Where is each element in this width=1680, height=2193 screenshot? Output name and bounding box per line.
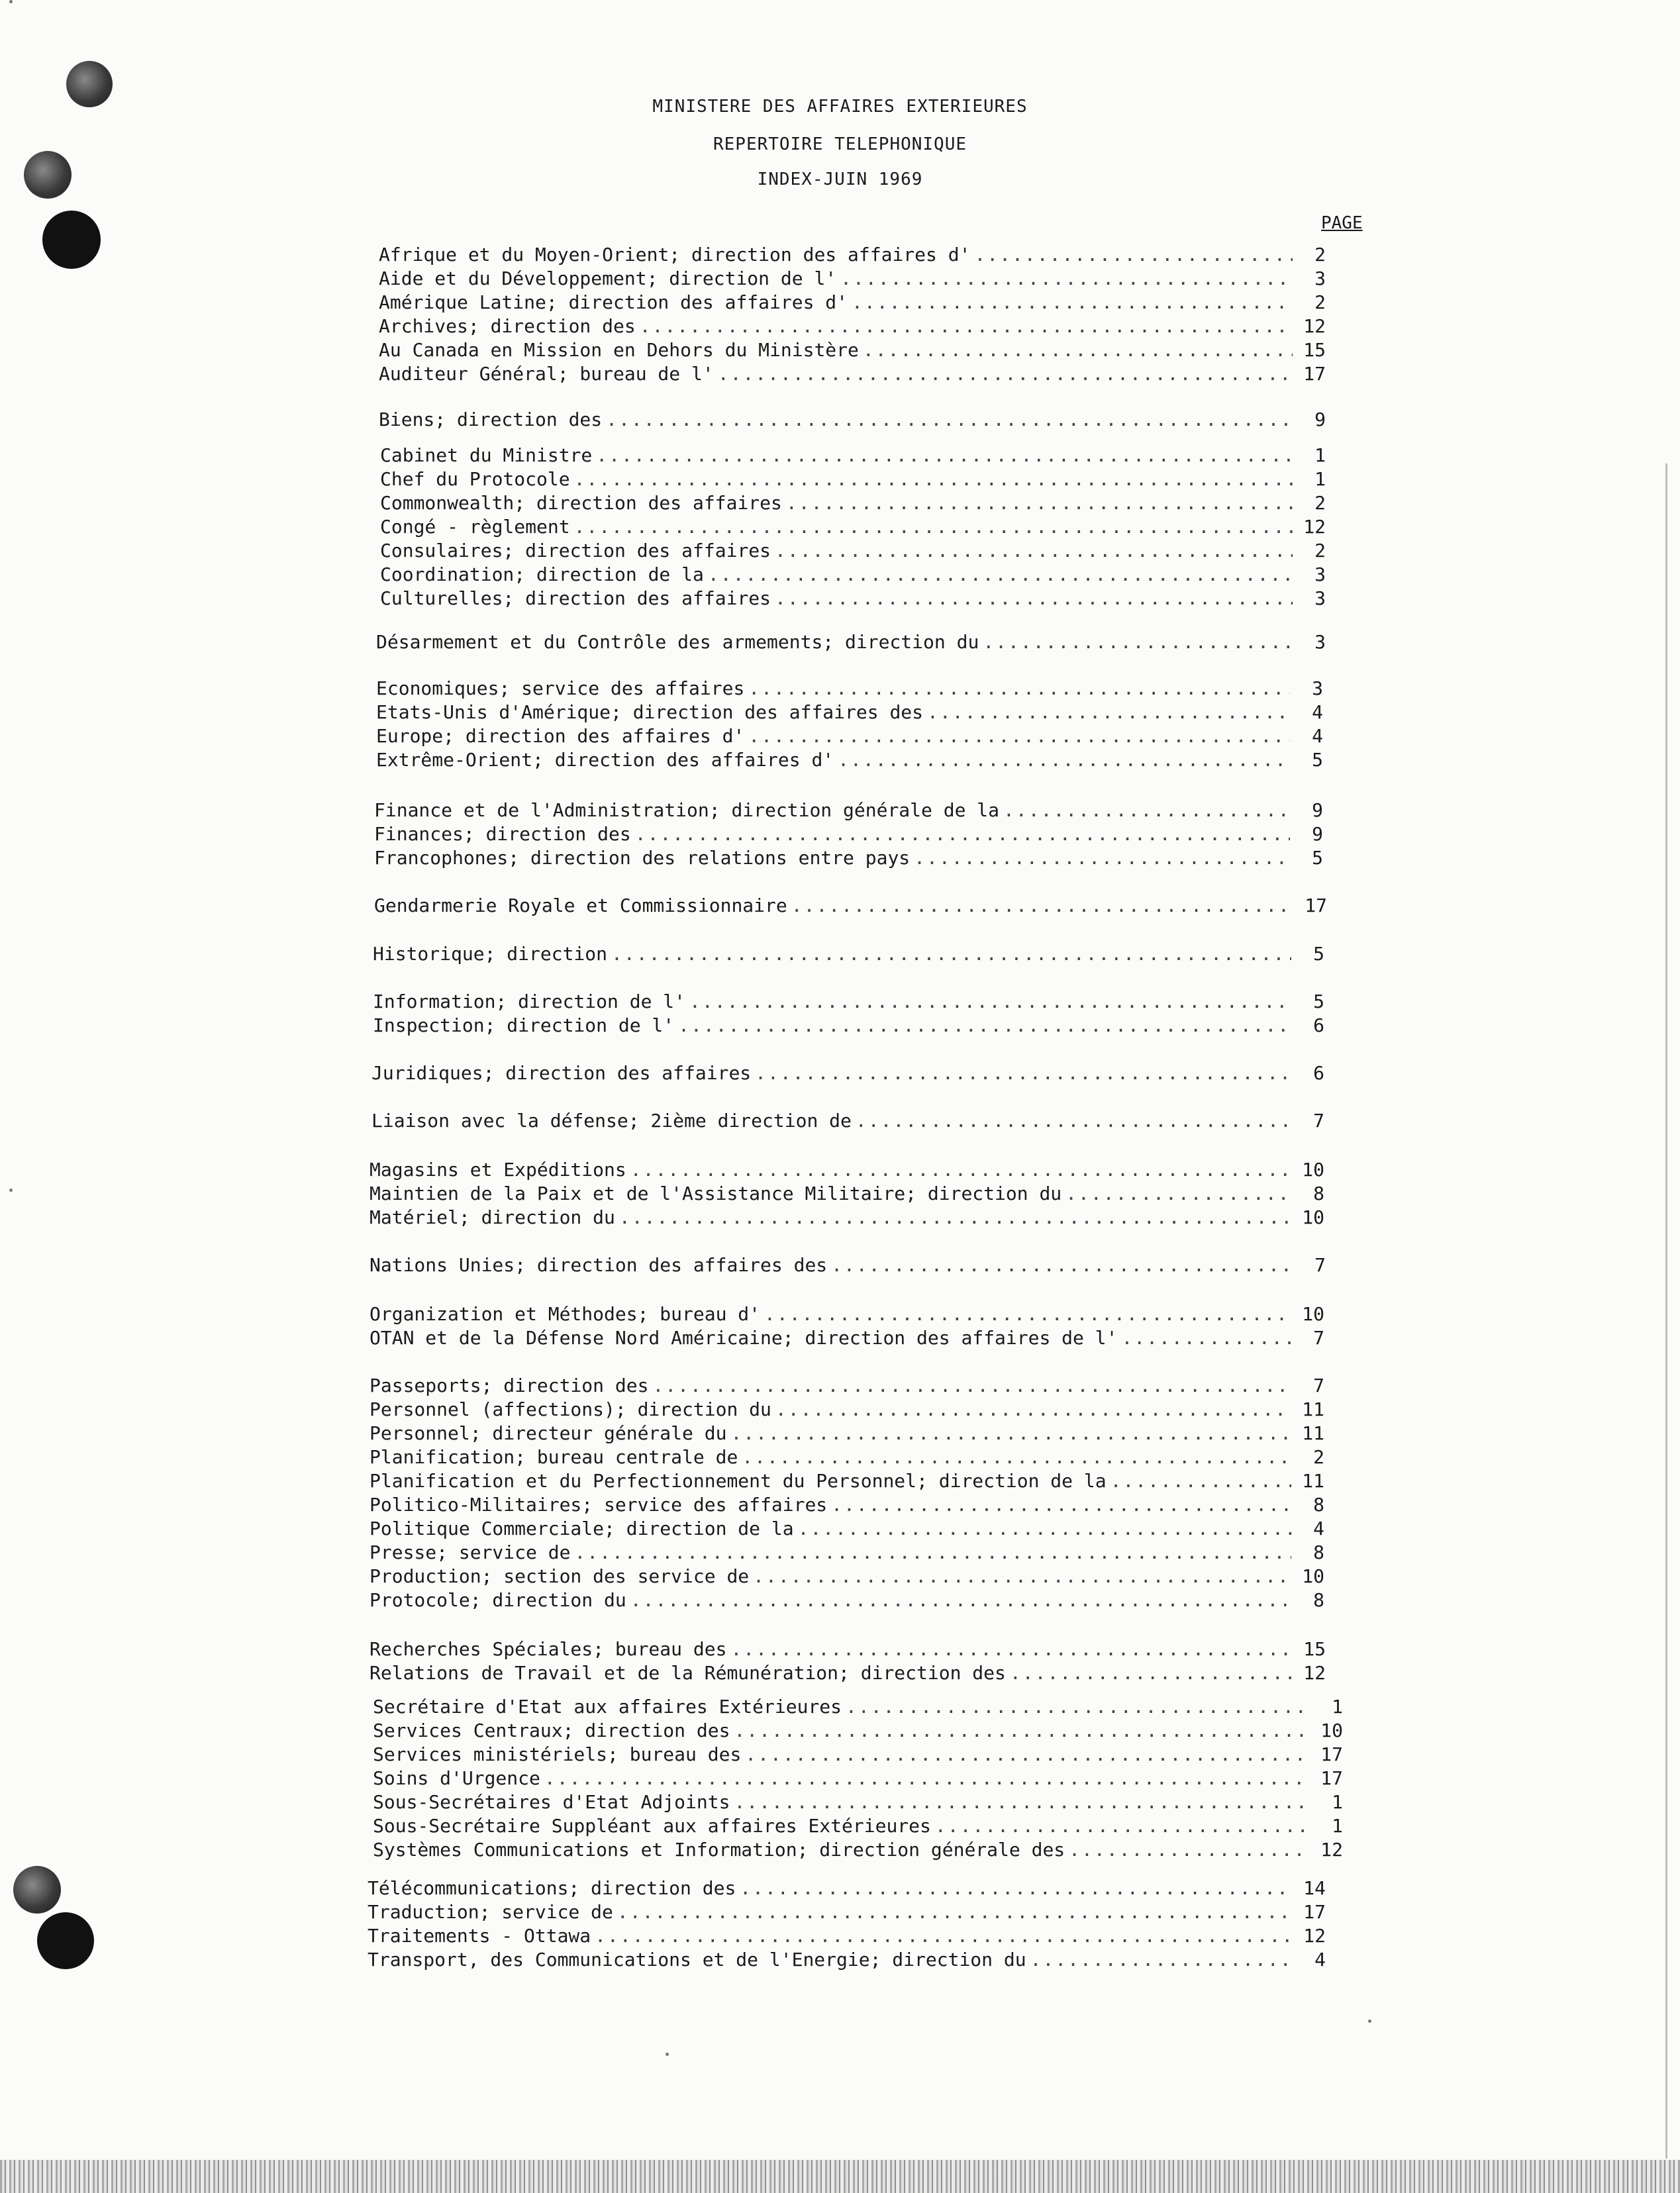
index-entry xyxy=(373,1767,1343,1790)
entry-page: 1 xyxy=(1332,1696,1343,1718)
entry-page: 9 xyxy=(1312,799,1323,821)
index-entry xyxy=(368,1924,1326,1948)
ministry-title: MINISTERE DES AFFAIRES EXTERIEURES xyxy=(652,97,1028,117)
entry-label: Organization et Méthodes; bureau d' xyxy=(370,1303,761,1325)
dot-leader xyxy=(914,846,1290,870)
dot-leader xyxy=(983,630,1293,654)
index-entry xyxy=(370,1565,1324,1588)
index-entry xyxy=(379,338,1326,362)
dot-leader xyxy=(831,1253,1293,1277)
dot-leader xyxy=(974,243,1293,267)
index-entry xyxy=(370,1302,1324,1326)
index-entry xyxy=(379,291,1326,315)
entry-page: 12 xyxy=(1303,1662,1326,1684)
entry-label: Amérique Latine; direction des affaires d' xyxy=(379,291,848,313)
index-entry xyxy=(370,1374,1324,1398)
index-entry xyxy=(373,1695,1343,1719)
dot-leader xyxy=(734,1719,1310,1743)
index-entry xyxy=(379,243,1326,267)
dot-leader xyxy=(831,1493,1291,1517)
entry-page: 2 xyxy=(1313,1446,1324,1468)
index-entry xyxy=(368,1876,1326,1900)
dot-leader xyxy=(596,444,1293,467)
index-entry xyxy=(380,444,1326,467)
entry-page: 8 xyxy=(1313,1494,1324,1516)
entry-page: 2 xyxy=(1314,244,1326,266)
index-entry xyxy=(376,724,1323,748)
dot-leader xyxy=(678,1014,1291,1038)
index-entry xyxy=(380,491,1326,515)
index-entry xyxy=(376,748,1323,772)
entry-page: 5 xyxy=(1313,991,1324,1012)
index-entry xyxy=(379,408,1326,432)
entry-label: Sous-Secrétaires d'Etat Adjoints xyxy=(373,1791,730,1813)
dot-leader xyxy=(935,1814,1310,1838)
entry-page: 4 xyxy=(1314,1949,1326,1971)
dot-leader xyxy=(574,515,1293,539)
entry-page: 7 xyxy=(1314,1254,1326,1276)
index-entry xyxy=(374,894,1327,918)
dot-leader xyxy=(748,724,1290,748)
index-entry xyxy=(370,1445,1324,1469)
entry-label: Relations de Travail et de la Rémunération; direction des xyxy=(370,1662,1006,1684)
entry-page: 1 xyxy=(1332,1815,1343,1837)
entry-page: 6 xyxy=(1313,1014,1324,1036)
entry-label: Gendarmerie Royale et Commissionnaire xyxy=(374,895,787,916)
index-entry xyxy=(373,1838,1343,1862)
index-entry xyxy=(373,1719,1343,1743)
entry-page: 4 xyxy=(1312,701,1323,723)
entry-label: Extrême-Orient; direction des affaires d' xyxy=(376,749,834,771)
dot-leader xyxy=(1111,1469,1291,1493)
entry-label: Economiques; service des affaires xyxy=(376,677,745,699)
dot-leader xyxy=(755,1061,1291,1085)
entry-label: Traitements - Ottawa xyxy=(368,1925,591,1947)
entry-label: Personnel (affections); direction du xyxy=(370,1398,771,1420)
entry-page: 12 xyxy=(1320,1839,1343,1861)
entry-label: Chef du Protocole xyxy=(380,468,570,490)
entry-label: Commonwealth; direction des affaires xyxy=(380,492,782,514)
index-entry xyxy=(370,1182,1324,1206)
dot-leader xyxy=(652,1374,1291,1398)
entry-label: Services ministériels; bureau des xyxy=(373,1743,742,1765)
entry-label: Liaison avec la défense; 2ième direction de xyxy=(371,1110,852,1132)
entry-page: 3 xyxy=(1314,268,1326,289)
index-entry xyxy=(380,563,1326,587)
index-entry xyxy=(370,1637,1326,1661)
entry-label: Personnel; directeur générale du xyxy=(370,1422,727,1444)
index-entry xyxy=(370,1422,1324,1445)
index-entry xyxy=(380,587,1326,610)
entry-label: Télécommunications; direction des xyxy=(368,1877,736,1899)
dot-leader xyxy=(1065,1182,1291,1206)
entry-label: Politique Commerciale; direction de la xyxy=(370,1518,794,1539)
dot-leader xyxy=(1030,1948,1293,1972)
entry-label: Soins d'Urgence xyxy=(373,1767,540,1789)
entry-page: 3 xyxy=(1314,587,1326,609)
entry-label: Au Canada en Mission en Dehors du Ministère xyxy=(379,339,859,361)
entry-label: Nations Unies; direction des affaires des xyxy=(370,1254,828,1276)
entry-label: Passeports; direction des xyxy=(370,1375,649,1396)
index-entry xyxy=(376,677,1323,701)
index-entry xyxy=(380,539,1326,563)
entry-label: Juridiques; direction des affaires xyxy=(371,1062,752,1084)
scan-bottom-band xyxy=(0,2160,1680,2193)
index-entry xyxy=(370,1398,1324,1422)
index-entry xyxy=(380,467,1326,491)
entry-page: 8 xyxy=(1313,1589,1324,1611)
index-entry xyxy=(371,1109,1324,1133)
dot-leader xyxy=(798,1517,1291,1541)
entry-label: Inspection; direction de l' xyxy=(373,1014,675,1036)
index-entry xyxy=(373,990,1324,1014)
entry-label: OTAN et de la Défense Nord Américaine; direction des affaires de l' xyxy=(370,1327,1118,1349)
entry-page: 1 xyxy=(1314,468,1326,490)
dot-leader xyxy=(742,1445,1291,1469)
entry-page: 10 xyxy=(1302,1159,1324,1181)
entry-page: 17 xyxy=(1303,363,1326,385)
dot-leader xyxy=(734,1790,1310,1814)
index-entry xyxy=(370,1158,1324,1182)
dot-leader xyxy=(718,362,1293,386)
entry-label: Systèmes Communications et Information; direction générale des xyxy=(373,1839,1065,1861)
entry-page: 3 xyxy=(1314,631,1326,653)
index-entry xyxy=(370,1469,1324,1493)
entry-label: Transport, des Communications et de l'Energie; direction du xyxy=(368,1949,1026,1971)
index-entry xyxy=(370,1517,1324,1541)
entry-label: Culturelles; direction des affaires xyxy=(380,587,771,609)
entry-page: 6 xyxy=(1313,1062,1324,1084)
entry-label: Finance et de l'Administration; direction générale de la xyxy=(374,799,1000,821)
dot-leader xyxy=(606,408,1293,432)
dot-leader xyxy=(1121,1326,1291,1350)
dot-leader xyxy=(544,1767,1310,1790)
dot-leader xyxy=(730,1637,1293,1661)
entry-label: Politico-Militaires; service des affaires xyxy=(370,1494,828,1516)
index-entry xyxy=(379,362,1326,386)
entry-label: Information; direction de l' xyxy=(373,991,686,1012)
entry-label: Maintien de la Paix et de l'Assistance Militaire; direction du xyxy=(370,1183,1062,1204)
dot-leader xyxy=(927,701,1290,724)
index-entry xyxy=(368,1948,1326,1972)
entry-page: 7 xyxy=(1313,1327,1324,1349)
dot-leader xyxy=(840,267,1293,291)
index-entry xyxy=(380,515,1326,539)
entry-label: Etats-Unis d'Amérique; direction des affaires des xyxy=(376,701,924,723)
entry-page: 14 xyxy=(1303,1877,1326,1899)
entry-page: 15 xyxy=(1303,339,1326,361)
dot-leader xyxy=(838,748,1290,772)
entry-page: 11 xyxy=(1302,1470,1324,1492)
entry-label: Traduction; service de xyxy=(368,1901,613,1923)
entry-page: 15 xyxy=(1303,1638,1326,1660)
entry-label: Cabinet du Ministre xyxy=(380,444,593,466)
index-entry xyxy=(370,1661,1326,1685)
scan-speck xyxy=(9,0,13,3)
entry-page: 8 xyxy=(1313,1183,1324,1204)
entry-label: Europe; direction des affaires d' xyxy=(376,725,745,747)
entry-page: 5 xyxy=(1312,749,1323,771)
dot-leader xyxy=(753,1565,1291,1588)
index-entry xyxy=(370,1326,1324,1350)
dot-leader xyxy=(852,291,1293,315)
index-entry xyxy=(371,1061,1324,1085)
entry-page: 1 xyxy=(1332,1791,1343,1813)
dot-leader xyxy=(1069,1838,1310,1862)
index-entry xyxy=(370,1541,1324,1565)
entry-page: 10 xyxy=(1302,1303,1324,1325)
entry-page: 12 xyxy=(1303,1925,1326,1947)
entry-label: Afrique et du Moyen-Orient; direction des affaires d' xyxy=(379,244,971,266)
entry-label: Aide et du Développement; direction de l' xyxy=(379,268,837,289)
dot-leader xyxy=(708,563,1293,587)
entry-page: 3 xyxy=(1314,563,1326,585)
entry-label: Services Centraux; direction des xyxy=(373,1720,730,1741)
entry-page: 17 xyxy=(1320,1743,1343,1765)
scan-speck xyxy=(1368,2020,1371,2023)
entry-page: 5 xyxy=(1313,943,1324,965)
index-entry xyxy=(373,1014,1324,1038)
dot-leader xyxy=(745,1743,1310,1767)
entry-label: Protocole; direction du xyxy=(370,1589,626,1611)
entry-page: 2 xyxy=(1314,540,1326,561)
dot-leader xyxy=(595,1924,1293,1948)
entry-label: Planification et du Perfectionnement du Personnel; direction de la xyxy=(370,1470,1107,1492)
entry-page: 11 xyxy=(1302,1422,1324,1444)
entry-label: Biens; direction des xyxy=(379,409,603,430)
entry-page: 10 xyxy=(1302,1565,1324,1587)
page-edge-shadow xyxy=(1665,463,1667,2159)
entry-page: 4 xyxy=(1312,725,1323,747)
entry-page: 2 xyxy=(1314,492,1326,514)
entry-page: 17 xyxy=(1305,895,1327,916)
scan-speck xyxy=(666,2053,669,2056)
index-entry xyxy=(376,701,1323,724)
index-entry xyxy=(374,846,1323,870)
dot-leader xyxy=(846,1695,1310,1719)
entry-page: 4 xyxy=(1313,1518,1324,1539)
entry-page: 9 xyxy=(1312,823,1323,845)
index-entry xyxy=(373,1743,1343,1767)
entry-label: Historique; direction xyxy=(373,943,608,965)
entry-label: Sous-Secrétaire Suppléant aux affaires Extérieures xyxy=(373,1815,931,1837)
dot-leader xyxy=(635,822,1290,846)
page-column-label: PAGE xyxy=(1321,213,1363,233)
entry-label: Coordination; direction de la xyxy=(380,563,704,585)
dot-leader xyxy=(775,1398,1291,1422)
index-entry xyxy=(373,942,1324,966)
index-entry xyxy=(368,1900,1326,1924)
entry-page: 10 xyxy=(1320,1720,1343,1741)
index-entry xyxy=(373,1814,1343,1838)
entry-label: Finances; direction des xyxy=(374,823,631,845)
entry-page: 12 xyxy=(1303,516,1326,538)
entry-label: Consulaires; direction des affaires xyxy=(380,540,771,561)
dot-leader xyxy=(786,491,1293,515)
index-entry xyxy=(370,1206,1324,1230)
entry-label: Matériel; direction du xyxy=(370,1206,615,1228)
index-entry xyxy=(376,630,1326,654)
entry-label: Archives; direction des xyxy=(379,315,636,337)
entry-label: Désarmement et du Contrôle des armements; direction du xyxy=(376,631,979,653)
index-entry xyxy=(373,1790,1343,1814)
index-entry xyxy=(370,1253,1326,1277)
entry-label: Congé - règlement xyxy=(380,516,570,538)
index-date-title: INDEX-JUIN 1969 xyxy=(757,170,923,189)
dot-leader xyxy=(856,1109,1291,1133)
dot-leader xyxy=(791,894,1294,918)
index-entry xyxy=(374,822,1323,846)
dot-leader xyxy=(775,539,1293,563)
entry-page: 7 xyxy=(1313,1375,1324,1396)
entry-page: 17 xyxy=(1303,1901,1326,1923)
index-entry xyxy=(370,1588,1324,1612)
dot-leader xyxy=(611,942,1291,966)
entry-page: 17 xyxy=(1320,1767,1343,1789)
dot-leader xyxy=(574,1541,1291,1565)
dot-leader xyxy=(730,1422,1291,1445)
entry-page: 5 xyxy=(1312,847,1323,869)
dot-leader xyxy=(630,1158,1291,1182)
entry-page: 7 xyxy=(1313,1110,1324,1132)
index-entry xyxy=(379,315,1326,338)
dot-leader xyxy=(775,587,1293,610)
dot-leader xyxy=(863,338,1293,362)
directory-title: REPERTOIRE TELEPHONIQUE xyxy=(713,134,967,154)
dot-leader xyxy=(748,677,1290,701)
entry-label: Magasins et Expéditions xyxy=(370,1159,626,1181)
entry-page: 9 xyxy=(1314,409,1326,430)
dot-leader xyxy=(617,1900,1293,1924)
entry-page: 2 xyxy=(1314,291,1326,313)
index-entry xyxy=(374,799,1323,822)
dot-leader xyxy=(630,1588,1291,1612)
entry-label: Auditeur Général; bureau de l' xyxy=(379,363,714,385)
dot-leader xyxy=(574,467,1293,491)
entry-page: 8 xyxy=(1313,1541,1324,1563)
dot-leader xyxy=(740,1876,1293,1900)
entry-label: Recherches Spéciales; bureau des xyxy=(370,1638,727,1660)
entry-label: Secrétaire d'Etat aux affaires Extérieures xyxy=(373,1696,842,1718)
entry-label: Presse; service de xyxy=(370,1541,571,1563)
entry-label: Production; section des service de xyxy=(370,1565,750,1587)
dot-leader xyxy=(764,1302,1291,1326)
dot-leader xyxy=(640,315,1293,338)
entry-page: 10 xyxy=(1302,1206,1324,1228)
index-entry xyxy=(379,267,1326,291)
entry-page: 3 xyxy=(1312,677,1323,699)
entry-page: 12 xyxy=(1303,315,1326,337)
dot-leader xyxy=(1003,799,1290,822)
dot-leader xyxy=(619,1206,1291,1230)
entry-label: Planification; bureau centrale de xyxy=(370,1446,738,1468)
dot-leader xyxy=(689,990,1291,1014)
scan-speck xyxy=(9,1189,13,1192)
entry-page: 1 xyxy=(1314,444,1326,466)
entry-page: 11 xyxy=(1302,1398,1324,1420)
entry-label: Francophones; direction des relations entre pays xyxy=(374,847,911,869)
dot-leader xyxy=(1010,1661,1293,1685)
index-entry xyxy=(370,1493,1324,1517)
